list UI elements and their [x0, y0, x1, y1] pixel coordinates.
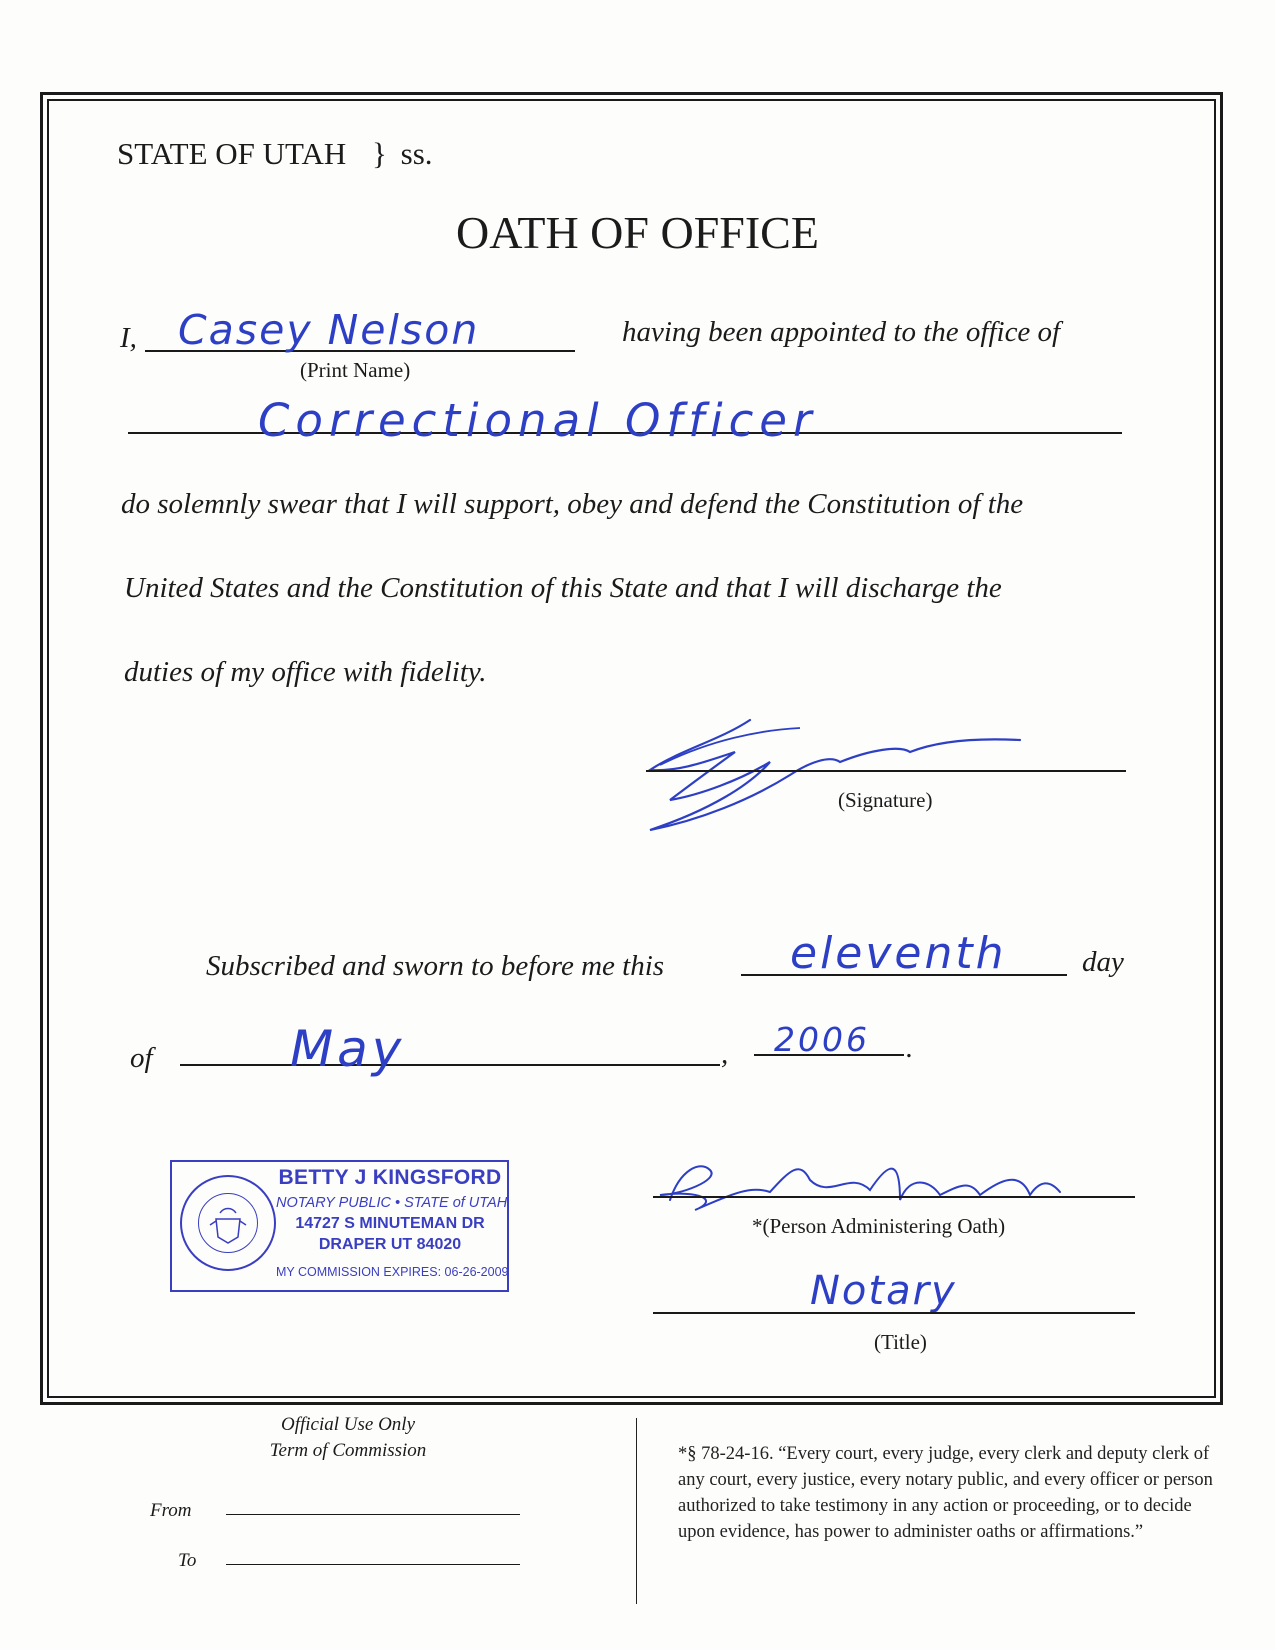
- name-caption: (Print Name): [300, 358, 411, 382]
- administrator-line: [653, 1196, 1135, 1198]
- title-handwritten: Notary: [810, 1268, 957, 1314]
- oath-body-line-3: duties of my office with fidelity.: [124, 656, 487, 688]
- ss-label: ss.: [400, 136, 433, 171]
- office-handwritten: Correctional Officer: [258, 394, 818, 447]
- notary-address-1: 14727 S MINUTEMAN DR: [295, 1215, 485, 1232]
- signature-line: [646, 770, 1126, 772]
- footer-divider: [636, 1418, 637, 1604]
- day-label: day: [1082, 946, 1124, 978]
- name-handwritten: Casey Nelson: [178, 306, 480, 354]
- notary-expiration: MY COMMISSION EXPIRES: 06-26-2009: [276, 1265, 509, 1279]
- term-of-commission-heading: Term of Commission: [269, 1440, 427, 1461]
- notary-address-2: DRAPER UT 84020: [318, 1236, 462, 1253]
- oath-body-line-2: United States and the Constitution of this State and that I will discharge the: [124, 572, 1002, 604]
- oath-prefix: I,: [120, 322, 137, 354]
- of-label: of: [130, 1042, 153, 1074]
- date-period: .: [906, 1032, 914, 1064]
- state-name: STATE OF UTAH: [117, 136, 347, 171]
- day-handwritten: eleventh: [790, 928, 1007, 979]
- to-line[interactable]: [226, 1564, 520, 1565]
- title-line: [653, 1312, 1135, 1314]
- year-handwritten: 2006: [774, 1020, 870, 1059]
- administrator-caption: *(Person Administering Oath): [752, 1214, 1006, 1238]
- signature-caption: (Signature): [838, 788, 933, 812]
- statute-text: *§ 78-24-16. “Every court, every judge, every clerk and deputy clerk of any court, every justice, every notary public, and every officer or person authorized to take testimony in any action or proceeding, or to decide upon evidence, has power to administer oaths or affirmations.”: [678, 1444, 1213, 1542]
- sworn-text: Subscribed and sworn to before me this: [206, 950, 665, 982]
- oath-body-line-1: do solemnly swear that I will support, obey and defend the Constitution of the: [121, 488, 1024, 520]
- month-handwritten: May: [290, 1020, 406, 1078]
- month-line: [180, 1064, 720, 1066]
- brace-glyph: }: [372, 136, 387, 171]
- title-caption: (Title): [874, 1330, 927, 1354]
- from-label: From: [150, 1500, 192, 1521]
- notary-name: BETTY J KINGSFORD: [278, 1166, 502, 1189]
- notary-stamp: [170, 1160, 509, 1292]
- appointed-text: having been appointed to the office of: [622, 316, 1061, 348]
- to-label: To: [178, 1550, 197, 1571]
- from-line[interactable]: [226, 1514, 520, 1515]
- date-comma: ,: [721, 1038, 729, 1070]
- state-seal-icon: [180, 1175, 276, 1271]
- document-title: OATH OF OFFICE: [456, 207, 819, 258]
- state-heading: [117, 136, 433, 172]
- notary-title: NOTARY PUBLIC • STATE of UTAH: [276, 1195, 508, 1211]
- official-use-heading: Official Use Only: [280, 1414, 416, 1435]
